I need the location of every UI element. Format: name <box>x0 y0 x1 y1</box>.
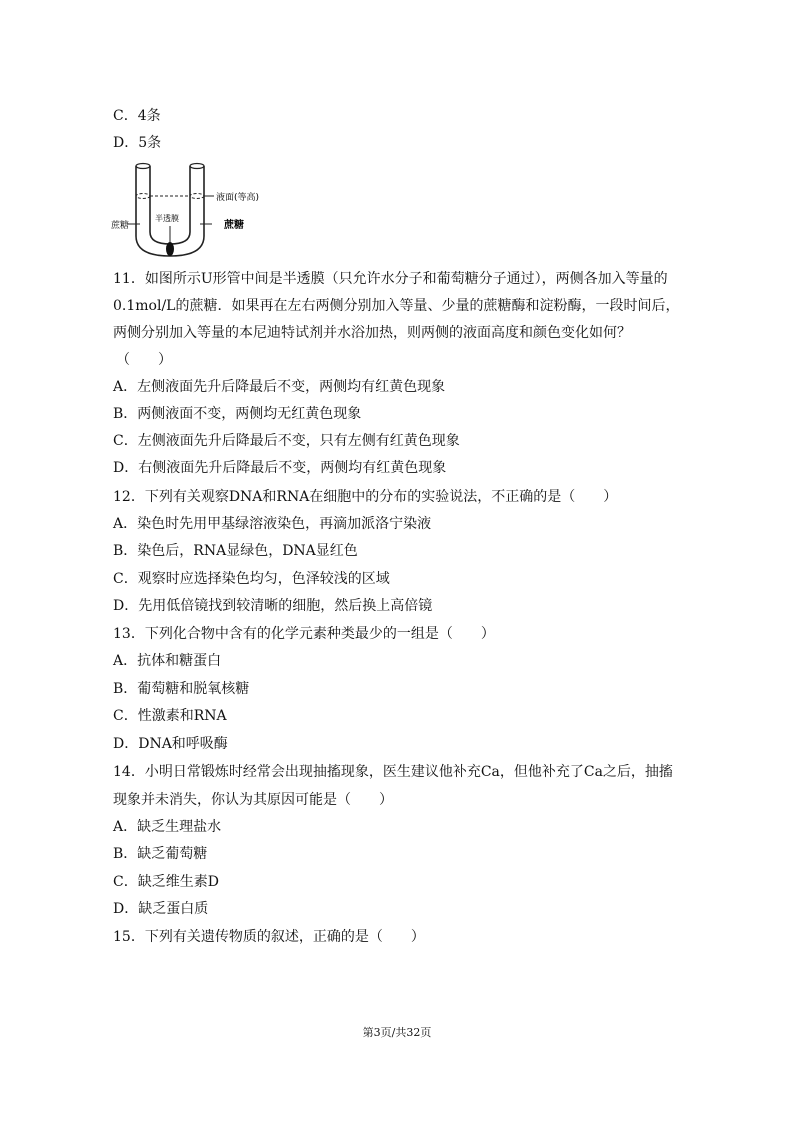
option-a-q12: A．染色时先用甲基绿溶液染色，再滴加派洛宁染液 <box>113 516 432 532</box>
option-d-q12: D．先用低倍镜找到较清晰的细胞，然后换上高倍镜 <box>113 598 433 614</box>
label-sucrose-left: 蔗糖 <box>111 221 130 231</box>
option-b-q12: B．染色后，RNA显绿色，DNA显红色 <box>113 543 358 559</box>
question-11-line-3: 两侧分别加入等量的本尼迪特试剂并水浴加热，则两侧的液面高度和颜色变化如何？ <box>113 325 631 341</box>
option-b-q13: B．葡萄糖和脱氧核糖 <box>113 681 250 697</box>
question-14-line-2: 现象并未消失，你认为其原因可能是（ ） <box>113 792 393 808</box>
option-a-q14: A．缺乏生理盐水 <box>113 819 222 835</box>
page-footer: 第3页/共32页 <box>362 1026 432 1039</box>
option-c-q10: C．4条 <box>113 108 161 124</box>
option-b-q14: B．缺乏葡萄糖 <box>113 846 208 862</box>
question-15: 15．下列有关遗传物质的叙述，正确的是（ ） <box>113 929 425 945</box>
option-c-q14: C．缺乏维生素D <box>113 874 219 890</box>
u-tube-figure <box>110 158 280 258</box>
question-13: 13．下列化合物中含有的化学元素种类最少的一组是（ ） <box>113 626 495 642</box>
option-b-q11: B．两侧液面不变，两侧均无红黄色现象 <box>113 406 362 422</box>
option-a-q13: A．抗体和糖蛋白 <box>113 653 222 669</box>
option-d-q13: D．DNA和呼吸酶 <box>113 736 228 752</box>
question-11-paren: （ ） <box>116 352 172 368</box>
option-d-q11: D．右侧液面先升后降最后不变，两侧均有红黄色现象 <box>113 460 447 476</box>
question-11-line-1: 11．如图所示U形管中间是半透膜（只允许水分子和葡萄糖分子通过），两侧各加入等量的 <box>113 271 668 287</box>
option-d-q14: D．缺乏蛋白质 <box>113 901 209 917</box>
label-membrane: 半透膜 <box>155 214 179 223</box>
option-c-q13: C．性激素和RNA <box>113 708 227 724</box>
option-a-q11: A．左侧液面先升后降最后不变，两侧均有红黄色现象 <box>113 379 446 395</box>
question-12: 12．下列有关观察DNA和RNA在细胞中的分布的实验说法，不正确的是（ ） <box>113 489 618 505</box>
question-14-line-1: 14．小明日常锻炼时经常会出现抽搐现象，医生建议他补充Ca，但他补充了Ca之后，抽搐 <box>113 764 673 780</box>
option-d-q10: D．5条 <box>113 135 162 151</box>
label-sucrose-right: 蔗糖 <box>224 220 244 231</box>
option-c-q12: C．观察时应选择染色均匀，色泽较浅的区域 <box>113 571 390 587</box>
question-11-line-2: 0.1mol/L的蔗糖．如果再在左右两侧分别加入等量、少量的蔗糖酶和淀粉酶，一段时间后， <box>113 298 680 314</box>
option-c-q11: C．左侧液面先升后降最后不变，只有左侧有红黄色现象 <box>113 433 460 449</box>
label-liquid-level: 液面(等高) <box>216 193 260 203</box>
